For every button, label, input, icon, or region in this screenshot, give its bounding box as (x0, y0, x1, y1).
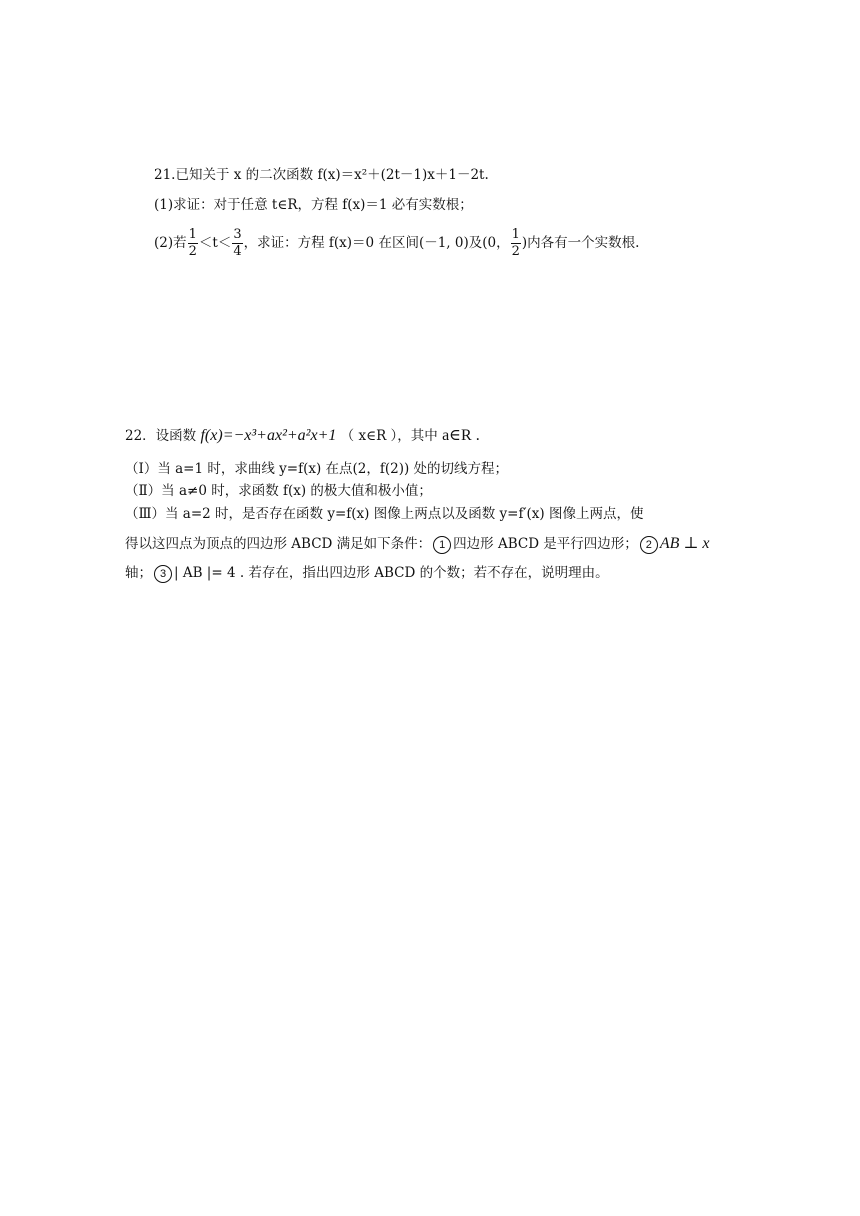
q21-fraction-upper (232, 227, 242, 260)
q21-fraction-lower (188, 227, 198, 260)
circled-number-3: 3 (154, 565, 172, 583)
circled-number-1: 1 (433, 536, 451, 554)
fraction-numerator: 3 (233, 227, 242, 242)
q21-part1: (1)求证：对于任意 t∈R，方程 f(x)＝1 必有实数根； (154, 197, 473, 213)
q22-condition-1: 四边形 ABCD 是平行四边形； (453, 536, 638, 552)
q22-title-param: a∈R . (442, 427, 480, 444)
fraction-denominator: 2 (511, 244, 520, 259)
q22-part2: （Ⅱ）当 a≠0 时，求函数 f(x) 的极大值和极小值； (125, 483, 432, 499)
q21-fraction-interval-end (511, 227, 521, 260)
circled-number-2: 2 (640, 536, 658, 554)
q22-part3-line1: （Ⅲ）当 a=2 时，是否存在函数 y=f(x) 图像上两点以及函数 y=f′(x) 图像上两点，使 (125, 506, 644, 522)
fraction-denominator: 2 (188, 244, 197, 259)
q21-part2-suffix: )内各有一个实数根. (521, 235, 640, 251)
q21-part2-prefix: (2)若 (154, 235, 187, 251)
q21-part2-mid: ＜t＜ (198, 235, 232, 251)
q22-part3-line3-text: 轴； (125, 565, 152, 581)
fraction-denominator: 4 (233, 244, 242, 259)
q22-condition-2: AB ⊥ x (659, 535, 710, 552)
q22-title-prefix: 22．设函数 (125, 428, 197, 444)
q22-title (125, 425, 480, 447)
q21-title: 21.已知关于 x 的二次函数 f(x)＝x²＋(2t－1)x＋1－2t. (154, 167, 489, 183)
fraction-numerator: 1 (188, 227, 197, 242)
q22-part3-line3 (125, 564, 609, 583)
q21-part2-text: ，求证：方程 f(x)＝0 在区间(－1, 0)及(0， (243, 235, 510, 251)
q22-part3-line2-text: 得以这四点为顶点的四边形 ABCD 满足如下条件： (125, 536, 432, 552)
fraction-numerator: 1 (511, 227, 520, 242)
q22-condition-3: | AB |= 4 . 若存在，指出四边形 ABCD 的个数；若不存在，说明理由。 (174, 565, 609, 581)
q22-title-domain: （ x∈R ），其中 (340, 428, 438, 444)
q22-part3-line2 (125, 535, 710, 554)
q22-function-formula: f(x)=−x³+ax²+a²x+1 (200, 427, 337, 444)
q22-part1: （Ⅰ）当 a=1 时，求曲线 y=f(x) 在点(2，f(2)) 处的切线方程； (125, 461, 509, 477)
q21-part2 (154, 224, 639, 262)
